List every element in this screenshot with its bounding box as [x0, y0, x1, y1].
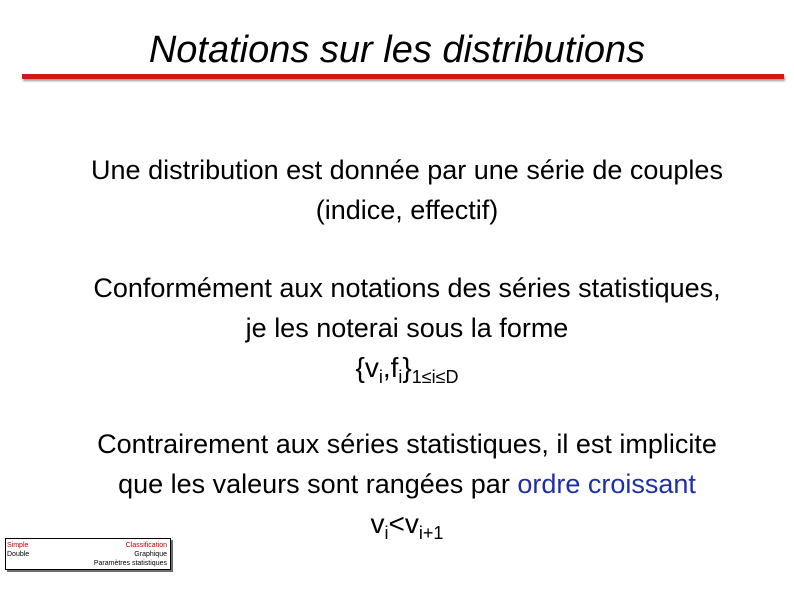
p3-line-1: Contrairement aux séries statistiques, il est implicite [97, 429, 717, 459]
nav-link-simple[interactable]: Simple [7, 542, 29, 549]
p2-line-2: je les noterai sous la forme [245, 313, 569, 343]
formula-close: } [402, 352, 412, 383]
paragraph-ordering [20, 424, 794, 553]
p1-line-2: (indice, effectif) [315, 195, 499, 225]
notation-formula [20, 348, 794, 397]
nav-link-parametres[interactable]: Paramètres statistiques [93, 560, 167, 567]
slide-title: Notations sur les distributions [148, 29, 646, 71]
formula-sub-v: i [378, 367, 383, 387]
formula-open: {v [355, 352, 379, 383]
formula-mid: ,f [382, 352, 399, 383]
p3-line-2-text: que les valeurs sont rangées par [118, 469, 518, 499]
ordre-croissant-text: ordre croissant [517, 469, 696, 499]
ordering-v: v [370, 508, 385, 539]
nav-link-graphique[interactable]: Graphique [134, 551, 167, 558]
navigation-box [5, 538, 171, 570]
p2-line-1: Conformément aux notations des séries statistiques, [93, 273, 721, 303]
ordering-lt: <v [388, 508, 419, 539]
formula-range: 1≤i≤D [411, 367, 459, 387]
nav-link-double[interactable]: Double [7, 551, 30, 558]
ordering-sub-i: i [384, 523, 389, 543]
ordering-sub-i1: i+1 [418, 523, 444, 543]
nav-link-classification[interactable]: Classification [125, 542, 167, 549]
p3-line-2 [20, 464, 794, 504]
title-underline [22, 74, 784, 79]
paragraph-distribution-definition [20, 150, 794, 230]
formula-sub-f: i [398, 367, 403, 387]
paragraph-notation [20, 268, 794, 397]
p1-line-1: Une distribution est donnée par une série de couples [91, 155, 723, 185]
